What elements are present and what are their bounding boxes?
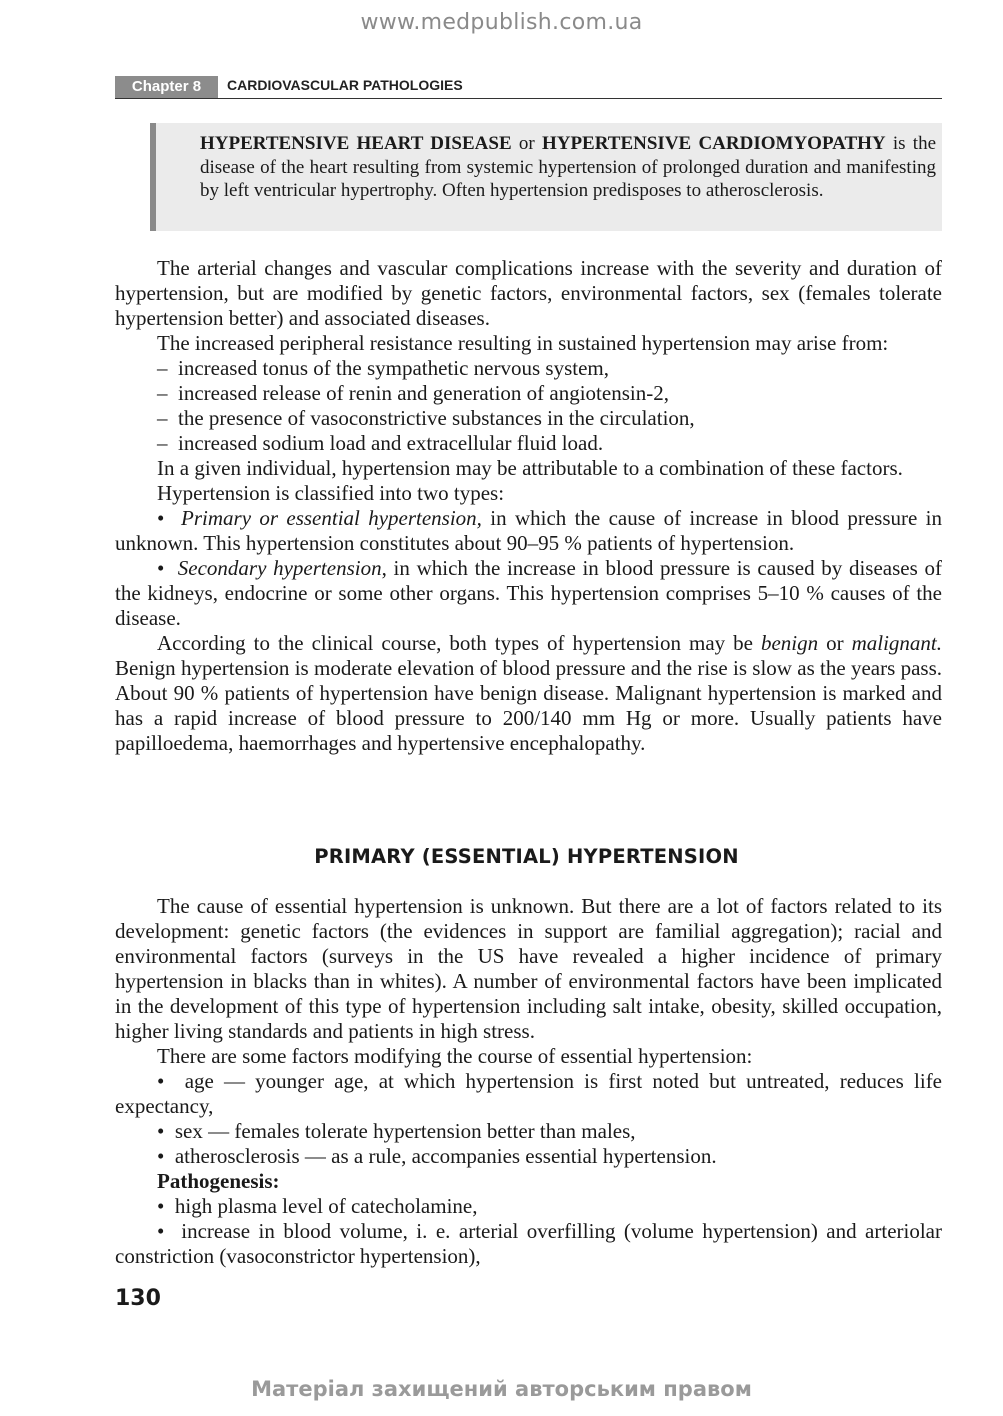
definition-text: is the disease of the heart resulting from systemic hypertension of prolonged duration and manifesting by left ventricular hypertrophy. Often hypertension predisposes to atherosclerosis. — [200, 133, 936, 201]
list-item-text: atherosclerosis — as a rule, accompanies essential hypertension. — [174, 1144, 717, 1168]
list-item: • age — younger age, at which hypertension is first noted but untreated, reduces life expectancy, — [115, 1069, 943, 1118]
chapter-label: Chapter 8 — [115, 76, 218, 98]
paragraph: In a given individual, hypertension may be attributable to a combination of these factors. — [157, 456, 903, 480]
list-item: • increase in blood volume, i. e. arterial overfilling (volume hypertension) and arteriolar constriction (vasoconstrictor hypertension), — [115, 1219, 942, 1268]
list-item-text: age — younger age, at which hypertension is first noted but untreated, reduces life expectancy, — [115, 1069, 943, 1118]
definition-term-1: HYPERTENSIVE HEART DISEASE — [200, 133, 512, 154]
text-run: Benign hypertension is moderate elevation of blood pressure and the rise is slow as the years pass. About 90 % patients of hypertension have benign disease. Malignant hypertension is marked and has a rapid increase of blood pressure to 200/140 mm Hg or more. Usually patients have papilloedema, haemorrhages and hypertensive encephalopathy. — [115, 656, 942, 755]
text-run: According to the clinical course, both types of hypertension may be — [157, 631, 761, 655]
definition-term-2: HYPERTENSIVE CARDIOMYOPATHY — [541, 133, 886, 154]
paragraph: The increased peripheral resistance resulting in sustained hypertension may arise from: — [157, 331, 889, 355]
pathogenesis-label-text: Pathogenesis: — [157, 1169, 280, 1193]
list-item: • sex — females tolerate hypertension better than males, — [157, 1119, 636, 1143]
type-text: , in which the increase in blood pressure is caused by diseases of the kidneys, endocrine or some other organs. This hypertension comprises 5–10 % causes of the disease. — [115, 556, 942, 630]
list-item-text: high plasma level of catecholamine, — [174, 1194, 478, 1218]
definition-box — [150, 123, 942, 231]
pathogenesis-label — [115, 1169, 942, 1194]
paragraph: The cause of essential hypertension is unknown. But there are a lot of factors related to its development: genetic factors (the evidences in support are familial aggregation); racial and environmental factors (surveys in the US have revealed a higher incidence of primary hypertension in blacks than in whites). A number of environmental factors have been implicated in the development of this type of hypertension including salt intake, obesity, skilled occupation, higher living standards and patients in high stress. — [115, 894, 942, 1043]
term-benign: benign — [760, 631, 819, 655]
paragraph: The arterial changes and vascular complications increase with the severity and duration of hypertension, but are modified by genetic factors, environmental factors, sex (females tolerate hypertension better) and associated diseases. — [115, 256, 942, 330]
section-heading: PRIMARY (ESSENTIAL) HYPERTENSION — [314, 845, 739, 868]
intro-section — [115, 256, 942, 756]
term-malignant: malignant. — [851, 631, 942, 655]
type-name: Primary or essential hypertension, — [181, 506, 482, 530]
type-text: in which the cause of increase in blood pressure in unknown. This hypertension constitutes about 90–95 % patients of hypertension. — [115, 506, 942, 555]
chapter-title: CARDIOVASCULAR PATHOLOGIES — [227, 77, 463, 93]
list-item: ‒ increased tonus of the sympathetic nervous system, — [115, 356, 942, 381]
page-number: 130 — [115, 1286, 161, 1311]
list-item: ‒ increased sodium load and extracellular fluid load. — [115, 431, 942, 456]
list-item-text: sex — females tolerate hypertension better than males, — [174, 1119, 636, 1143]
list-item: • atherosclerosis — as a rule, accompanies essential hypertension. — [157, 1144, 717, 1168]
type-name: Secondary hypertension — [177, 556, 382, 580]
chapter-header — [115, 76, 942, 99]
essential-section — [115, 894, 942, 1269]
list-item: • high plasma level of catecholamine, — [157, 1194, 478, 1218]
list-item-text: increase in blood volume, i. e. arterial overfilling (volume hypertension) and arteriolar constriction (vasoconstrictor hypertension), — [115, 1219, 942, 1268]
definition-connector: or — [511, 133, 542, 154]
copyright-notice: Матеріал захищений авторським правом — [251, 1377, 752, 1401]
site-url: www.medpublish.com.ua — [360, 10, 643, 35]
list-item: • Primary or essential hypertension, in which the cause of increase in blood pressure in unknown. This hypertension constitutes about 90–95 % patients of hypertension. — [115, 506, 942, 555]
paragraph — [115, 631, 942, 756]
list-item: ‒ the presence of vasoconstrictive substances in the circulation, — [115, 406, 942, 431]
list-item: • Secondary hypertension, in which the increase in blood pressure is caused by diseases of the kidneys, endocrine or some other organs. This hypertension comprises 5–10 % causes of the disease. — [115, 556, 942, 630]
list-item: ‒ increased release of renin and generation of angiotensin-2, — [115, 381, 942, 406]
paragraph: Hypertension is classified into two types: — [157, 481, 505, 505]
paragraph: There are some factors modifying the course of essential hypertension: — [157, 1044, 753, 1068]
text-run: or — [818, 631, 852, 655]
